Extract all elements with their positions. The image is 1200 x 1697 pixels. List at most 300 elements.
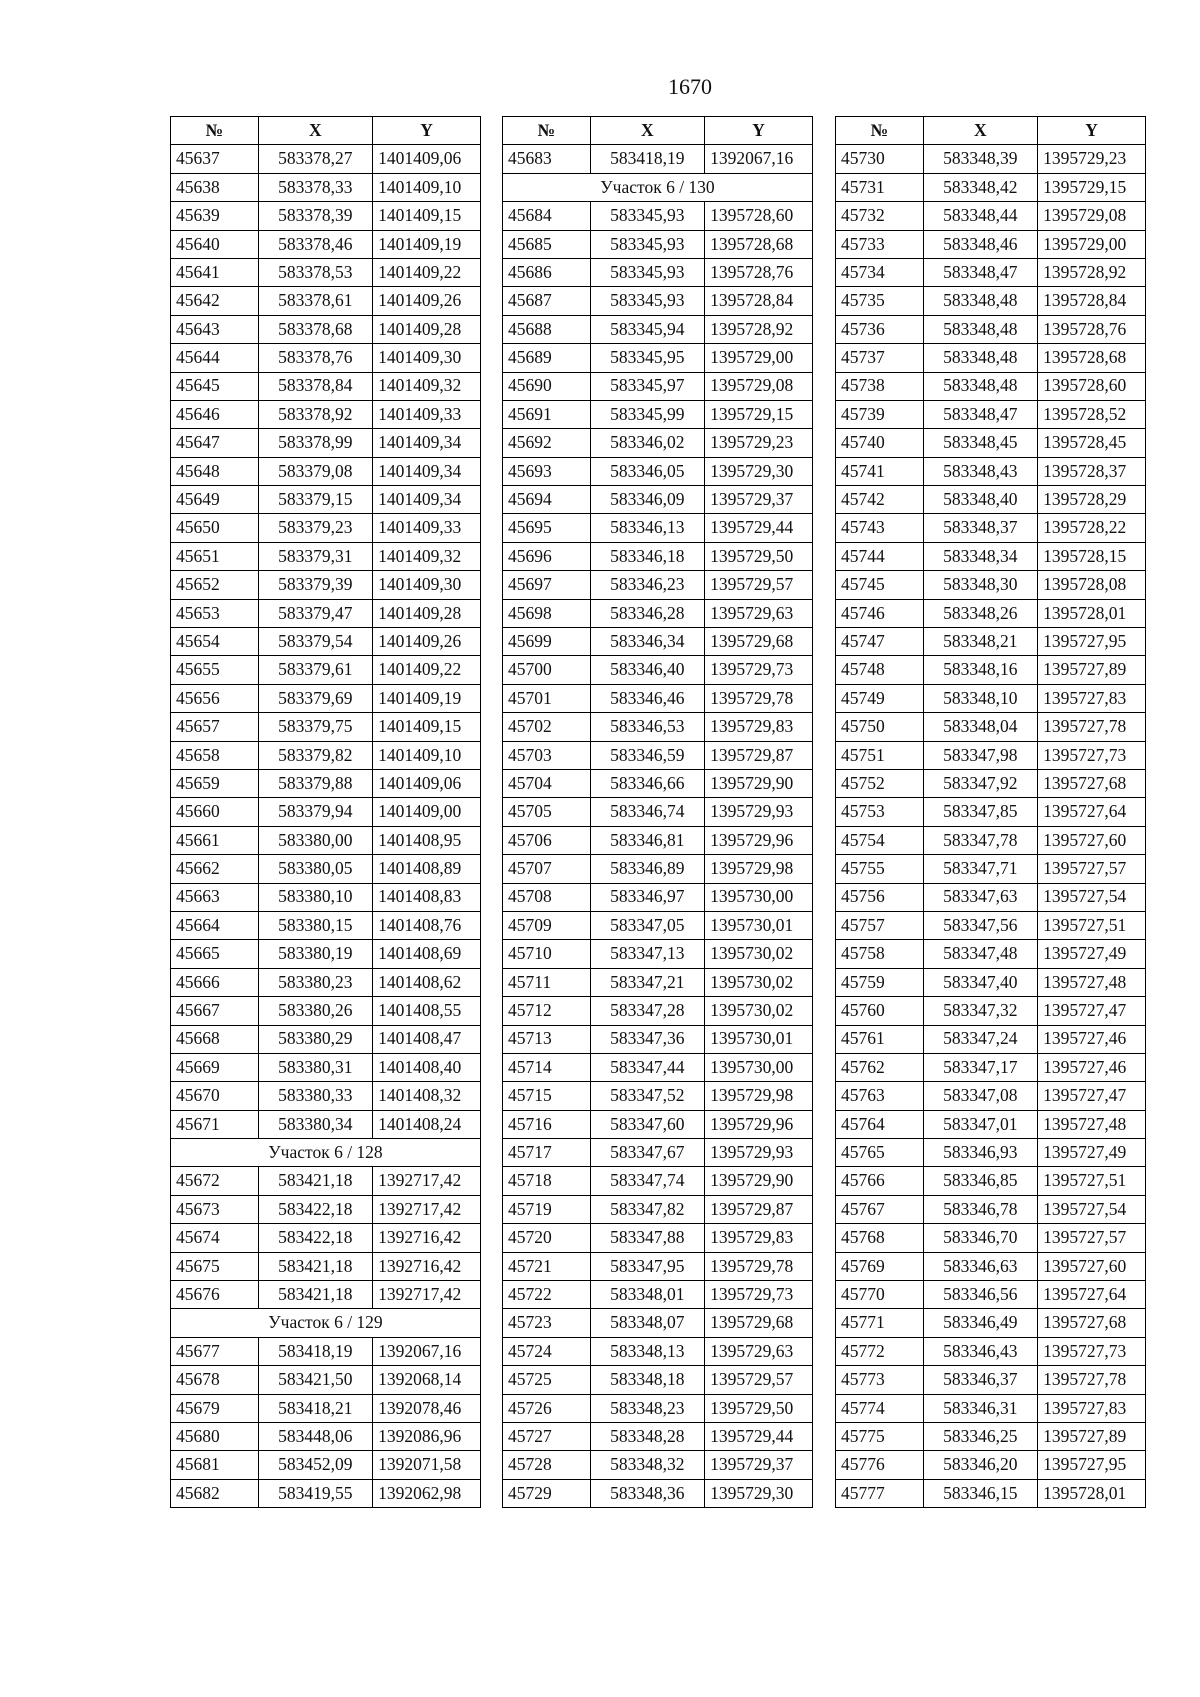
- table-row: [836, 855, 1146, 883]
- point-number-cell: 45708: [503, 883, 591, 911]
- y-coordinate-cell: 1401408,55: [373, 997, 481, 1025]
- y-coordinate-cell: 1395727,60: [1038, 826, 1146, 854]
- point-number-cell: 45755: [836, 855, 924, 883]
- table-row: [171, 1281, 481, 1309]
- x-coordinate-cell: 583345,95: [590, 344, 705, 372]
- x-coordinate-cell: 583380,29: [258, 1025, 373, 1053]
- y-coordinate-cell: 1395728,37: [1038, 457, 1146, 485]
- y-coordinate-cell: 1395729,73: [705, 656, 813, 684]
- table-row: [836, 1195, 1146, 1223]
- x-coordinate-cell: 583422,18: [258, 1195, 373, 1223]
- y-coordinate-cell: 1395729,83: [705, 713, 813, 741]
- table-row: [171, 230, 481, 258]
- x-coordinate-cell: 583346,74: [590, 798, 705, 826]
- x-coordinate-cell: 583380,26: [258, 997, 373, 1025]
- x-coordinate-cell: 583418,21: [258, 1394, 373, 1422]
- point-number-cell: 45717: [503, 1139, 591, 1167]
- point-number-cell: 45754: [836, 826, 924, 854]
- point-number-cell: 45770: [836, 1281, 924, 1309]
- point-number-cell: 45702: [503, 713, 591, 741]
- point-number-cell: 45653: [171, 599, 259, 627]
- table-row: [503, 713, 813, 741]
- point-number-cell: 45706: [503, 826, 591, 854]
- table-row: [171, 571, 481, 599]
- point-number-cell: 45648: [171, 457, 259, 485]
- x-coordinate-cell: 583347,01: [923, 1110, 1038, 1138]
- x-coordinate-cell: 583379,54: [258, 628, 373, 656]
- x-coordinate-cell: 583346,02: [590, 429, 705, 457]
- x-coordinate-cell: 583346,56: [923, 1281, 1038, 1309]
- y-coordinate-cell: 1401409,26: [373, 287, 481, 315]
- x-coordinate-cell: 583348,07: [590, 1309, 705, 1337]
- table-row: [836, 997, 1146, 1025]
- point-number-cell: 45694: [503, 486, 591, 514]
- y-coordinate-cell: 1395728,84: [705, 287, 813, 315]
- x-coordinate-cell: 583346,43: [923, 1337, 1038, 1365]
- point-number-cell: 45687: [503, 287, 591, 315]
- x-coordinate-cell: 583347,85: [923, 798, 1038, 826]
- x-coordinate-cell: 583346,85: [923, 1167, 1038, 1195]
- x-coordinate-cell: 583379,88: [258, 769, 373, 797]
- x-coordinate-cell: 583380,00: [258, 826, 373, 854]
- point-number-cell: 45768: [836, 1224, 924, 1252]
- y-coordinate-cell: 1392062,98: [373, 1479, 481, 1507]
- point-number-cell: 45745: [836, 571, 924, 599]
- x-coordinate-cell: 583379,08: [258, 457, 373, 485]
- point-number-cell: 45646: [171, 400, 259, 428]
- table-row: [836, 1082, 1146, 1110]
- point-number-cell: 45733: [836, 230, 924, 258]
- x-coordinate-cell: 583379,31: [258, 542, 373, 570]
- y-coordinate-cell: 1401409,32: [373, 542, 481, 570]
- x-coordinate-cell: 583379,82: [258, 741, 373, 769]
- x-coordinate-cell: 583347,74: [590, 1167, 705, 1195]
- table-row: [171, 769, 481, 797]
- point-number-cell: 45766: [836, 1167, 924, 1195]
- table-row: [836, 1224, 1146, 1252]
- point-number-cell: 45697: [503, 571, 591, 599]
- x-coordinate-cell: 583347,24: [923, 1025, 1038, 1053]
- point-number-cell: 45664: [171, 911, 259, 939]
- x-coordinate-cell: 583421,18: [258, 1252, 373, 1280]
- point-number-cell: 45679: [171, 1394, 259, 1422]
- x-coordinate-cell: 583379,69: [258, 684, 373, 712]
- section-row: [171, 1309, 481, 1337]
- point-number-cell: 45775: [836, 1422, 924, 1450]
- x-coordinate-cell: 583346,66: [590, 769, 705, 797]
- table-row: [836, 173, 1146, 201]
- point-number-cell: 45709: [503, 911, 591, 939]
- point-number-cell: 45776: [836, 1451, 924, 1479]
- x-coordinate-cell: 583348,30: [923, 571, 1038, 599]
- x-coordinate-cell: 583346,23: [590, 571, 705, 599]
- point-number-cell: 45735: [836, 287, 924, 315]
- point-number-cell: 45677: [171, 1337, 259, 1365]
- table-row: [171, 372, 481, 400]
- x-coordinate-cell: 583346,81: [590, 826, 705, 854]
- point-number-cell: 45736: [836, 315, 924, 343]
- y-coordinate-cell: 1395730,02: [705, 968, 813, 996]
- y-coordinate-cell: 1395729,15: [1038, 173, 1146, 201]
- table-row: [836, 968, 1146, 996]
- y-coordinate-cell: 1395727,89: [1038, 656, 1146, 684]
- y-coordinate-cell: 1395727,64: [1038, 798, 1146, 826]
- point-number-cell: 45705: [503, 798, 591, 826]
- table-row: [171, 1167, 481, 1195]
- x-coordinate-cell: 583379,39: [258, 571, 373, 599]
- y-coordinate-cell: 1395727,57: [1038, 855, 1146, 883]
- table-row: [836, 599, 1146, 627]
- x-coordinate-cell: 583348,34: [923, 542, 1038, 570]
- table-row: [836, 1451, 1146, 1479]
- x-coordinate-cell: 583348,42: [923, 173, 1038, 201]
- table-row: [171, 1451, 481, 1479]
- x-coordinate-cell: 583347,17: [923, 1053, 1038, 1081]
- table-row: [503, 258, 813, 286]
- x-coordinate-cell: 583418,19: [590, 145, 705, 173]
- x-coordinate-cell: 583452,09: [258, 1451, 373, 1479]
- point-number-cell: 45761: [836, 1025, 924, 1053]
- point-number-cell: 45760: [836, 997, 924, 1025]
- y-coordinate-cell: 1401408,95: [373, 826, 481, 854]
- table-row: [836, 542, 1146, 570]
- y-coordinate-cell: 1395728,01: [1038, 1479, 1146, 1507]
- x-coordinate-cell: 583346,49: [923, 1309, 1038, 1337]
- y-coordinate-cell: 1395727,49: [1038, 940, 1146, 968]
- y-coordinate-cell: 1395727,54: [1038, 1195, 1146, 1223]
- point-number-cell: 45670: [171, 1082, 259, 1110]
- point-number-cell: 45767: [836, 1195, 924, 1223]
- table-row: [836, 1422, 1146, 1450]
- table-row: [171, 400, 481, 428]
- y-coordinate-cell: 1401409,10: [373, 741, 481, 769]
- point-number-cell: 45771: [836, 1309, 924, 1337]
- x-coordinate-cell: 583348,04: [923, 713, 1038, 741]
- table-row: [836, 769, 1146, 797]
- y-coordinate-cell: 1401409,19: [373, 230, 481, 258]
- column-header-x: X: [590, 117, 705, 145]
- y-coordinate-cell: 1401409,34: [373, 457, 481, 485]
- point-number-cell: 45660: [171, 798, 259, 826]
- y-coordinate-cell: 1395727,48: [1038, 968, 1146, 996]
- table-row: [503, 1053, 813, 1081]
- y-coordinate-cell: 1401409,15: [373, 713, 481, 741]
- point-number-cell: 45682: [171, 1479, 259, 1507]
- point-number-cell: 45730: [836, 145, 924, 173]
- y-coordinate-cell: 1395727,78: [1038, 1366, 1146, 1394]
- table-row: [503, 1025, 813, 1053]
- point-number-cell: 45712: [503, 997, 591, 1025]
- point-number-cell: 45645: [171, 372, 259, 400]
- table-row: [503, 1167, 813, 1195]
- table-header-row: [171, 117, 481, 145]
- x-coordinate-cell: 583347,92: [923, 769, 1038, 797]
- point-number-cell: 45740: [836, 429, 924, 457]
- y-coordinate-cell: 1395729,90: [705, 769, 813, 797]
- y-coordinate-cell: 1395730,01: [705, 1025, 813, 1053]
- table-row: [836, 230, 1146, 258]
- y-coordinate-cell: 1395728,60: [705, 202, 813, 230]
- x-coordinate-cell: 583346,31: [923, 1394, 1038, 1422]
- x-coordinate-cell: 583378,46: [258, 230, 373, 258]
- table-row: [171, 1082, 481, 1110]
- x-coordinate-cell: 583448,06: [258, 1422, 373, 1450]
- y-coordinate-cell: 1401408,32: [373, 1082, 481, 1110]
- point-number-cell: 45713: [503, 1025, 591, 1053]
- table-row: [836, 514, 1146, 542]
- point-number-cell: 45654: [171, 628, 259, 656]
- y-coordinate-cell: 1395727,47: [1038, 997, 1146, 1025]
- table-row: [836, 315, 1146, 343]
- y-coordinate-cell: 1395729,93: [705, 798, 813, 826]
- x-coordinate-cell: 583347,21: [590, 968, 705, 996]
- point-number-cell: 45757: [836, 911, 924, 939]
- point-number-cell: 45703: [503, 741, 591, 769]
- y-coordinate-cell: 1392717,42: [373, 1195, 481, 1223]
- point-number-cell: 45723: [503, 1309, 591, 1337]
- y-coordinate-cell: 1392717,42: [373, 1167, 481, 1195]
- y-coordinate-cell: 1401409,00: [373, 798, 481, 826]
- point-number-cell: 45764: [836, 1110, 924, 1138]
- x-coordinate-cell: 583421,50: [258, 1366, 373, 1394]
- point-number-cell: 45647: [171, 429, 259, 457]
- y-coordinate-cell: 1401408,89: [373, 855, 481, 883]
- y-coordinate-cell: 1395729,93: [705, 1139, 813, 1167]
- y-coordinate-cell: 1395727,51: [1038, 1167, 1146, 1195]
- table-row: [503, 1394, 813, 1422]
- y-coordinate-cell: 1395729,15: [705, 400, 813, 428]
- y-coordinate-cell: 1395729,98: [705, 855, 813, 883]
- point-number-cell: 45659: [171, 769, 259, 797]
- x-coordinate-cell: 583346,15: [923, 1479, 1038, 1507]
- table-row: [171, 542, 481, 570]
- point-number-cell: 45720: [503, 1224, 591, 1252]
- point-number-cell: 45693: [503, 457, 591, 485]
- point-number-cell: 45701: [503, 684, 591, 712]
- x-coordinate-cell: 583378,61: [258, 287, 373, 315]
- point-number-cell: 45637: [171, 145, 259, 173]
- x-coordinate-cell: 583422,18: [258, 1224, 373, 1252]
- column-header-x: X: [258, 117, 373, 145]
- x-coordinate-cell: 583378,68: [258, 315, 373, 343]
- y-coordinate-cell: 1392067,16: [705, 145, 813, 173]
- y-coordinate-cell: 1395729,63: [705, 1337, 813, 1365]
- table-row: [171, 258, 481, 286]
- point-number-cell: 45690: [503, 372, 591, 400]
- point-number-cell: 45672: [171, 1167, 259, 1195]
- table-row: [171, 1025, 481, 1053]
- x-coordinate-cell: 583380,33: [258, 1082, 373, 1110]
- point-number-cell: 45668: [171, 1025, 259, 1053]
- x-coordinate-cell: 583380,31: [258, 1053, 373, 1081]
- point-number-cell: 45649: [171, 486, 259, 514]
- x-coordinate-cell: 583346,25: [923, 1422, 1038, 1450]
- x-coordinate-cell: 583380,23: [258, 968, 373, 996]
- table-row: [503, 911, 813, 939]
- table-row: [171, 344, 481, 372]
- x-coordinate-cell: 583346,09: [590, 486, 705, 514]
- table-row: [503, 1195, 813, 1223]
- y-coordinate-cell: 1401409,10: [373, 173, 481, 201]
- x-coordinate-cell: 583378,92: [258, 400, 373, 428]
- point-number-cell: 45700: [503, 656, 591, 684]
- point-number-cell: 45748: [836, 656, 924, 684]
- table-row: [836, 1309, 1146, 1337]
- x-coordinate-cell: 583345,99: [590, 400, 705, 428]
- point-number-cell: 45721: [503, 1252, 591, 1280]
- table-row: [171, 1224, 481, 1252]
- y-coordinate-cell: 1395728,76: [1038, 315, 1146, 343]
- point-number-cell: 45685: [503, 230, 591, 258]
- point-number-cell: 45641: [171, 258, 259, 286]
- x-coordinate-cell: 583346,97: [590, 883, 705, 911]
- table-row: [503, 940, 813, 968]
- x-coordinate-cell: 583348,48: [923, 287, 1038, 315]
- point-number-cell: 45678: [171, 1366, 259, 1394]
- x-coordinate-cell: 583346,05: [590, 457, 705, 485]
- table-row: [171, 486, 481, 514]
- table-row: [836, 883, 1146, 911]
- y-coordinate-cell: 1401409,15: [373, 202, 481, 230]
- table-row: [503, 230, 813, 258]
- x-coordinate-cell: 583345,97: [590, 372, 705, 400]
- y-coordinate-cell: 1395727,73: [1038, 741, 1146, 769]
- point-number-cell: 45727: [503, 1422, 591, 1450]
- y-coordinate-cell: 1395729,08: [1038, 202, 1146, 230]
- x-coordinate-cell: 583348,48: [923, 344, 1038, 372]
- coordinates-table-1: [170, 116, 481, 1508]
- x-coordinate-cell: 583347,52: [590, 1082, 705, 1110]
- table-row: [171, 457, 481, 485]
- x-coordinate-cell: 583379,15: [258, 486, 373, 514]
- y-coordinate-cell: 1395727,46: [1038, 1025, 1146, 1053]
- table-row: [171, 429, 481, 457]
- point-number-cell: 45650: [171, 514, 259, 542]
- y-coordinate-cell: 1395729,37: [705, 486, 813, 514]
- table-row: [171, 684, 481, 712]
- table-row: [171, 940, 481, 968]
- x-coordinate-cell: 583348,43: [923, 457, 1038, 485]
- table-row: [171, 1053, 481, 1081]
- section-title: Участок 6 / 129: [171, 1309, 481, 1337]
- y-coordinate-cell: 1395727,95: [1038, 628, 1146, 656]
- point-number-cell: 45675: [171, 1252, 259, 1280]
- x-coordinate-cell: 583348,47: [923, 400, 1038, 428]
- point-number-cell: 45674: [171, 1224, 259, 1252]
- x-coordinate-cell: 583347,71: [923, 855, 1038, 883]
- y-coordinate-cell: 1395729,44: [705, 1422, 813, 1450]
- table-row: [503, 429, 813, 457]
- table-row: [836, 1252, 1146, 1280]
- point-number-cell: 45718: [503, 1167, 591, 1195]
- x-coordinate-cell: 583348,44: [923, 202, 1038, 230]
- x-coordinate-cell: 583348,48: [923, 372, 1038, 400]
- page-number: 1670: [668, 74, 712, 99]
- table-row: [171, 1479, 481, 1507]
- table-row: [503, 542, 813, 570]
- y-coordinate-cell: 1395729,57: [705, 1366, 813, 1394]
- point-number-cell: 45696: [503, 542, 591, 570]
- y-coordinate-cell: 1395729,08: [705, 372, 813, 400]
- x-coordinate-cell: 583346,18: [590, 542, 705, 570]
- x-coordinate-cell: 583348,28: [590, 1422, 705, 1450]
- x-coordinate-cell: 583345,93: [590, 258, 705, 286]
- table-row: [503, 486, 813, 514]
- y-coordinate-cell: 1395728,29: [1038, 486, 1146, 514]
- y-coordinate-cell: 1401409,28: [373, 599, 481, 627]
- table-row: [503, 1252, 813, 1280]
- x-coordinate-cell: 583347,08: [923, 1082, 1038, 1110]
- table-row: [836, 1053, 1146, 1081]
- table-row: [171, 145, 481, 173]
- point-number-cell: 45722: [503, 1281, 591, 1309]
- x-coordinate-cell: 583346,93: [923, 1139, 1038, 1167]
- y-coordinate-cell: 1395728,92: [705, 315, 813, 343]
- table-row: [171, 656, 481, 684]
- x-coordinate-cell: 583348,10: [923, 684, 1038, 712]
- table-row: [171, 1366, 481, 1394]
- table-row: [503, 1479, 813, 1507]
- point-number-cell: 45753: [836, 798, 924, 826]
- table-row: [836, 145, 1146, 173]
- x-coordinate-cell: 583347,95: [590, 1252, 705, 1280]
- point-number-cell: 45741: [836, 457, 924, 485]
- x-coordinate-cell: 583379,75: [258, 713, 373, 741]
- y-coordinate-cell: 1401409,06: [373, 145, 481, 173]
- point-number-cell: 45642: [171, 287, 259, 315]
- y-coordinate-cell: 1395728,68: [1038, 344, 1146, 372]
- table-row: [503, 1224, 813, 1252]
- point-number-cell: 45734: [836, 258, 924, 286]
- y-coordinate-cell: 1401409,34: [373, 429, 481, 457]
- point-number-cell: 45742: [836, 486, 924, 514]
- table-row: [503, 1309, 813, 1337]
- y-coordinate-cell: 1392068,14: [373, 1366, 481, 1394]
- table-row: [503, 883, 813, 911]
- y-coordinate-cell: 1395727,49: [1038, 1139, 1146, 1167]
- point-number-cell: 45769: [836, 1252, 924, 1280]
- table-row: [171, 514, 481, 542]
- y-coordinate-cell: 1395727,68: [1038, 769, 1146, 797]
- point-number-cell: 45726: [503, 1394, 591, 1422]
- section-row: [171, 1139, 481, 1167]
- y-coordinate-cell: 1395729,73: [705, 1281, 813, 1309]
- column-header-number: №: [836, 117, 924, 145]
- point-number-cell: 45665: [171, 940, 259, 968]
- table-row: [171, 826, 481, 854]
- point-number-cell: 45772: [836, 1337, 924, 1365]
- y-coordinate-cell: 1395728,15: [1038, 542, 1146, 570]
- table-row: [503, 571, 813, 599]
- point-number-cell: 45689: [503, 344, 591, 372]
- point-number-cell: 45643: [171, 315, 259, 343]
- x-coordinate-cell: 583348,01: [590, 1281, 705, 1309]
- x-coordinate-cell: 583347,98: [923, 741, 1038, 769]
- point-number-cell: 45750: [836, 713, 924, 741]
- x-coordinate-cell: 583419,55: [258, 1479, 373, 1507]
- y-coordinate-cell: 1395729,68: [705, 628, 813, 656]
- table-row: [503, 1139, 813, 1167]
- table-row: [171, 997, 481, 1025]
- point-number-cell: 45673: [171, 1195, 259, 1223]
- x-coordinate-cell: 583380,10: [258, 883, 373, 911]
- table-row: [503, 145, 813, 173]
- y-coordinate-cell: 1395727,51: [1038, 911, 1146, 939]
- y-coordinate-cell: 1401409,33: [373, 400, 481, 428]
- x-coordinate-cell: 583347,44: [590, 1053, 705, 1081]
- y-coordinate-cell: 1395729,57: [705, 571, 813, 599]
- point-number-cell: 45676: [171, 1281, 259, 1309]
